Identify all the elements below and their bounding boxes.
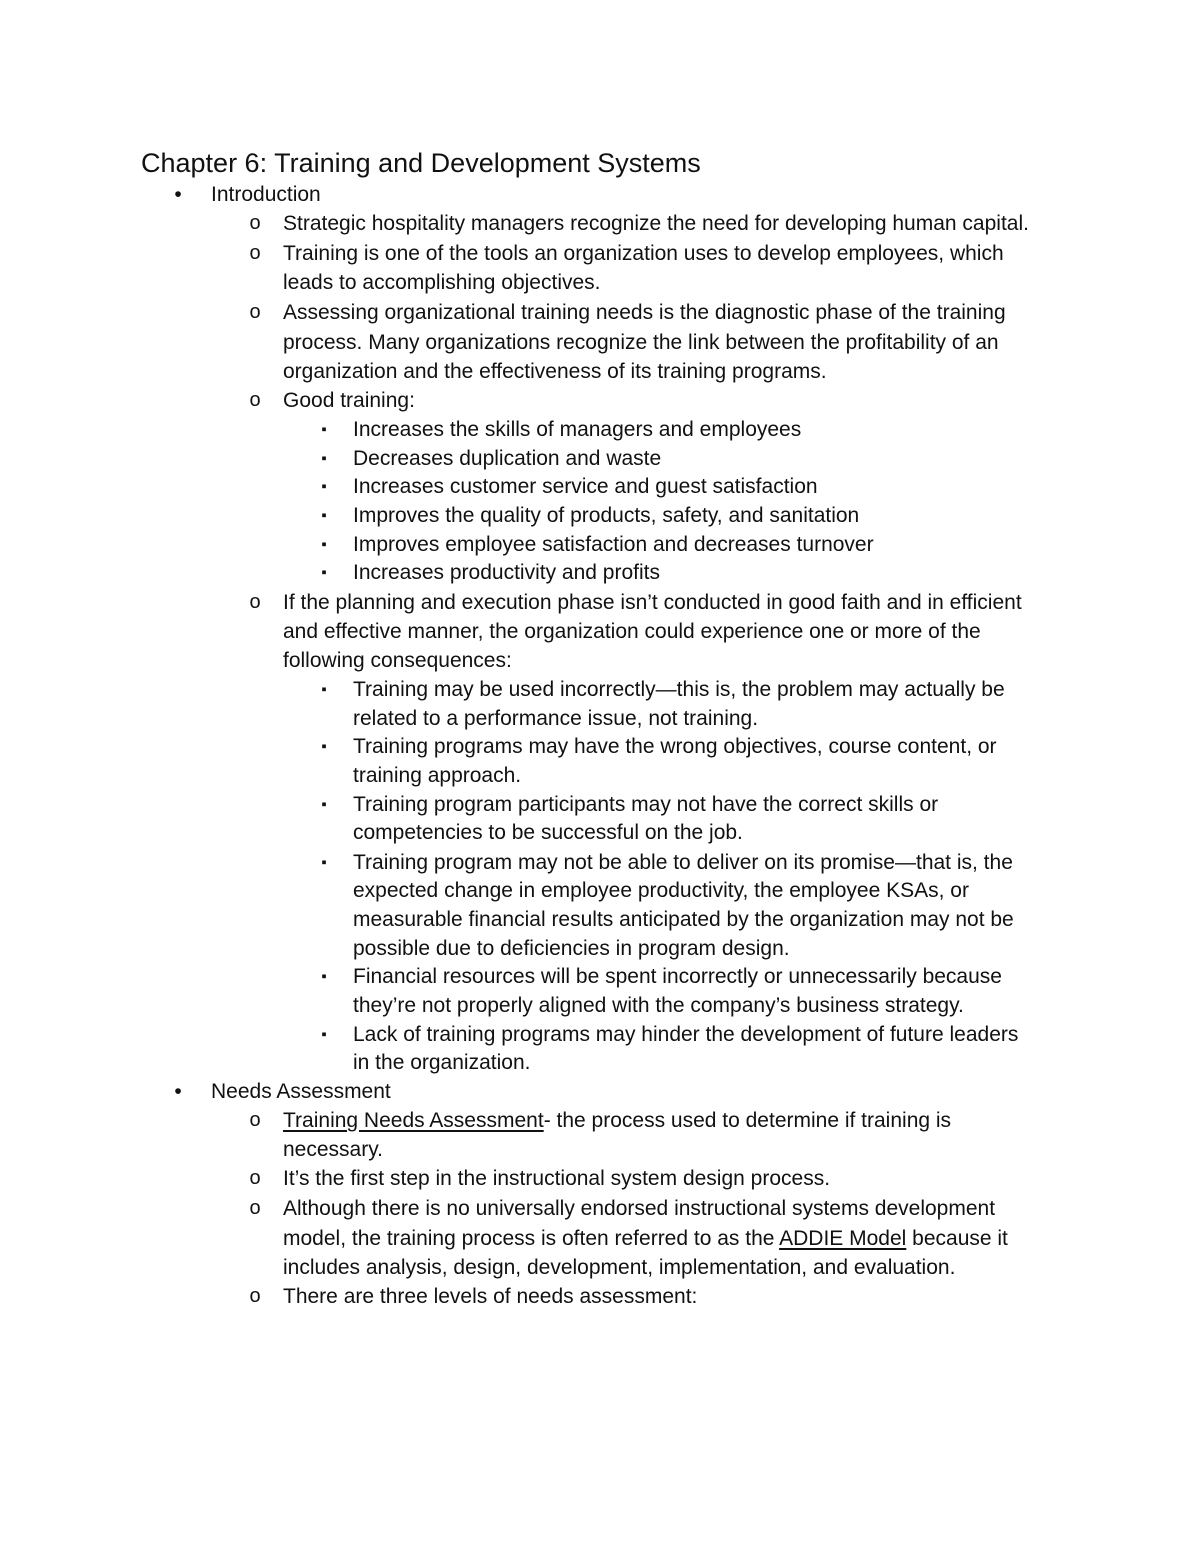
text-fragment: model, the training process is often referred to as the (283, 1227, 780, 1250)
square-bullet-icon: ▪ (321, 564, 327, 581)
circle-bullet-icon: o (249, 1285, 261, 1307)
needs-point-3-line-1: Although there is no universally endorsed instructional systems development (283, 1197, 996, 1220)
consequence-item-line: competencies to be successful on the job. (353, 821, 743, 844)
intro-point-1: Strategic hospitality managers recognize the need for developing human capital. (283, 212, 1029, 235)
page-title: Chapter 6: Training and Development Systems (141, 148, 701, 178)
square-bullet-icon: ▪ (321, 1026, 327, 1043)
circle-bullet-icon: o (249, 389, 261, 411)
consequence-item-line: Training may be used incorrectly—this is, the problem may actually be (353, 678, 1005, 701)
good-training-item: Increases the skills of managers and employees (353, 418, 802, 441)
consequence-item-line: measurable financial results anticipated by the organization may not be (353, 908, 1014, 931)
circle-bullet-icon: o (249, 242, 261, 264)
consequence-item-line: Training program may not be able to deliver on its promise—that is, the (353, 851, 1013, 874)
needs-point-3-line-2 (283, 1224, 1008, 1253)
square-bullet-icon: ▪ (321, 421, 327, 438)
consequence-item-line: possible due to deficiencies in program design. (353, 937, 790, 960)
consequences-line-1: If the planning and execution phase isn’t conducted in good faith and in efficient (283, 591, 1022, 614)
square-bullet-icon: ▪ (321, 478, 327, 495)
good-training-item: Decreases duplication and waste (353, 447, 662, 470)
square-bullet-icon: ▪ (321, 536, 327, 553)
square-bullet-icon: ▪ (321, 681, 327, 698)
good-training-item: Increases customer service and guest satisfaction (353, 475, 818, 498)
text-fragment: because it (906, 1227, 1008, 1250)
intro-point-3-line-1: Assessing organizational training needs is the diagnostic phase of the training (283, 301, 1006, 324)
term-training-needs-assessment: Training Needs Assessment (283, 1109, 544, 1132)
intro-point-3-line-3: organization and the effectiveness of its training programs. (283, 360, 827, 383)
consequence-item-line: Training program participants may not have the correct skills or (353, 793, 939, 816)
consequence-item-line: they’re not properly aligned with the company’s business strategy. (353, 994, 964, 1017)
circle-bullet-icon: o (249, 301, 261, 323)
good-training-item: Improves the quality of products, safety, and sanitation (353, 504, 860, 527)
needs-point-1-line-2: necessary. (283, 1138, 383, 1161)
circle-bullet-icon: o (249, 1197, 261, 1219)
consequence-item-line: related to a performance issue, not training. (353, 707, 759, 730)
disc-bullet-icon: • (174, 183, 182, 206)
intro-point-2-line-1: Training is one of the tools an organization uses to develop employees, which (283, 242, 1004, 265)
consequence-item-line: training approach. (353, 764, 522, 787)
consequences-line-3: following consequences: (283, 649, 512, 672)
intro-point-3-line-2: process. Many organizations recognize the link between the profitability of an (283, 331, 999, 354)
square-bullet-icon: ▪ (321, 796, 327, 813)
needs-point-2: It’s the first step in the instructional system design process. (283, 1167, 831, 1190)
good-training-label: Good training: (283, 389, 415, 412)
square-bullet-icon: ▪ (321, 450, 327, 467)
term-addie-model: ADDIE Model (779, 1227, 907, 1250)
good-training-item: Increases productivity and profits (353, 561, 660, 584)
square-bullet-icon: ▪ (321, 507, 327, 524)
square-bullet-icon: ▪ (321, 854, 327, 871)
square-bullet-icon: ▪ (321, 738, 327, 755)
good-training-item: Improves employee satisfaction and decreases turnover (353, 533, 874, 556)
consequence-item-line: Financial resources will be spent incorrectly or unnecessarily because (353, 965, 1002, 988)
circle-bullet-icon: o (249, 212, 261, 234)
section-heading-needs-assessment: Needs Assessment (211, 1080, 391, 1103)
needs-point-4: There are three levels of needs assessment: (283, 1285, 698, 1308)
circle-bullet-icon: o (249, 1109, 261, 1131)
consequence-item-line: in the organization. (353, 1051, 531, 1074)
needs-point-3-line-3: includes analysis, design, development, implementation, and evaluation. (283, 1256, 956, 1279)
needs-point-1-line-1 (283, 1106, 951, 1135)
consequence-item-line: expected change in employee productivity, the employee KSAs, or (353, 879, 969, 902)
definition-text: - the process used to determine if training is (543, 1109, 952, 1132)
consequence-item-line: Training programs may have the wrong objectives, course content, or (353, 735, 997, 758)
intro-point-2-line-2: leads to accomplishing objectives. (283, 271, 601, 294)
circle-bullet-icon: o (249, 1167, 261, 1189)
consequence-item-line: Lack of training programs may hinder the development of future leaders (353, 1023, 1019, 1046)
circle-bullet-icon: o (249, 591, 261, 613)
disc-bullet-icon: • (174, 1080, 182, 1103)
section-heading-introduction: Introduction (211, 183, 321, 206)
consequences-line-2: and effective manner, the organization could experience one or more of the (283, 620, 981, 643)
square-bullet-icon: ▪ (321, 968, 327, 985)
